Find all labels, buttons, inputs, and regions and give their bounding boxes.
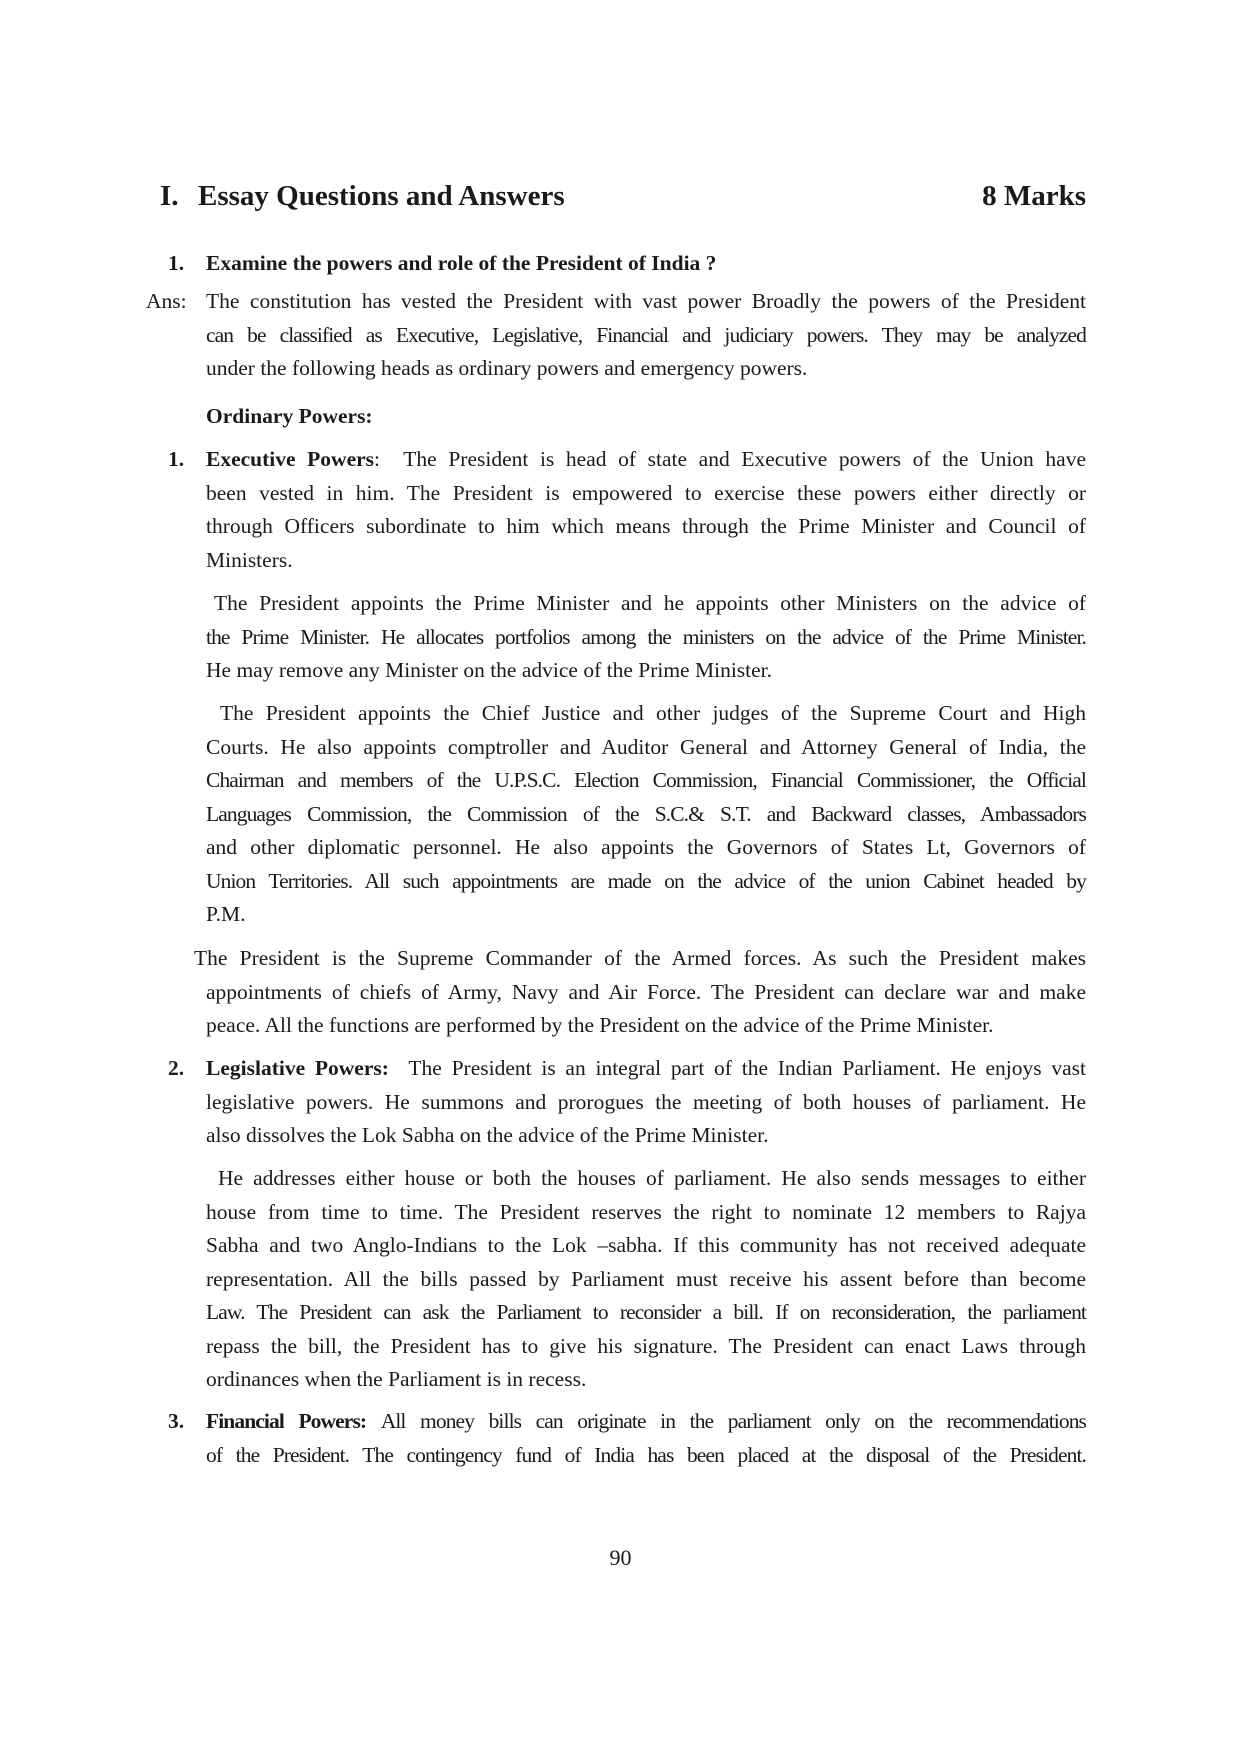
paragraph: [194, 942, 1086, 976]
text-line: P.M.: [206, 902, 246, 926]
item-number: 2.: [168, 1056, 185, 1080]
text-line: been vested in him. The President is empowered to exercise these powers either directly or: [206, 480, 1086, 505]
answer-label: Ans:: [146, 289, 187, 313]
paragraph: [206, 697, 1086, 932]
text-line: appointments of chiefs of Army, Navy and Air Force. The President can declare war and make: [206, 979, 1086, 1004]
question: [168, 248, 716, 278]
executive-powers-block: [206, 443, 1086, 577]
text-line: of the President. The contingency fund of India has been placed at the disposal of the President.: [206, 1442, 1086, 1467]
page-number: 90: [609, 1545, 632, 1570]
text-line: Law. The President can ask the Parliament to reconsider a bill. If on reconsideration, the parliament: [206, 1300, 1086, 1324]
text-line: also dissolves the Lok Sabha on the advice of the Prime Minister.: [206, 1123, 769, 1147]
section-title: Essay Questions and Answers: [198, 180, 565, 212]
text-line: Executive Powers: The President is head of state and Executive powers of the Union have: [206, 447, 1087, 471]
text-line: He addresses either house or both the houses of parliament. He also sends messages to either: [218, 1166, 1086, 1190]
text-line: Union Territories. All such appointments are made on the advice of the union Cabinet headed by: [206, 868, 1086, 893]
text-line: He may remove any Minister on the advice of the Prime Minister.: [206, 658, 773, 682]
item-heading: Legislative Powers:: [206, 1056, 389, 1080]
question-number: 1.: [168, 251, 185, 275]
legislative-powers-block: [206, 1052, 1086, 1153]
text-line: can be classified as Executive, Legislative, Financial and judiciary powers. They may be analyzed: [206, 322, 1086, 347]
paragraph-continued: [206, 976, 1086, 1043]
text-line: Legislative Powers: The President is an integral part of the Indian Parliament. He enjoys vast: [206, 1056, 1086, 1080]
text-line: The President is the Supreme Commander of the Armed forces. As such the President makes: [194, 946, 1086, 970]
item-heading: Financial Powers:: [206, 1409, 367, 1433]
text-line: Languages Commission, the Commission of the S.C.& S.T. and Backward classes, Ambassadors: [206, 801, 1086, 826]
text-line: The President appoints the Chief Justice and other judges of the Supreme Court and High: [220, 701, 1086, 725]
answer-intro: [206, 285, 1086, 386]
section-number: I.: [160, 180, 179, 212]
text-line: The constitution has vested the President with vast power Broadly the powers of the President: [206, 289, 1086, 313]
item-heading: Executive Powers: [206, 447, 375, 471]
section-marks: 8 Marks: [982, 180, 1086, 212]
text-line: through Officers subordinate to him which means through the Prime Minister and Council of: [206, 514, 1086, 538]
item-number: 1.: [168, 447, 185, 471]
text-line: The President appoints the Prime Minister and he appoints other Ministers on the advice of: [214, 591, 1086, 615]
text-line: peace. All the functions are performed by the President on the advice of the Prime Minister.: [206, 1013, 994, 1037]
text-line: the Prime Minister. He allocates portfolios among the ministers on the advice of the Prime Minister.: [206, 624, 1086, 649]
paragraph: [206, 1162, 1086, 1397]
text-line: legislative powers. He summons and prorogues the meeting of both houses of parliament. He: [206, 1089, 1086, 1114]
text-line: Courts. He also appoints comptroller and Auditor General and Attorney General of India, the: [206, 734, 1086, 759]
text-line: under the following heads as ordinary powers and emergency powers.: [206, 356, 808, 380]
financial-powers-block: [206, 1405, 1086, 1472]
text-line: Sabha and two Anglo-Indians to the Lok –sabha. If this community has not received adequate: [206, 1233, 1086, 1257]
text-line: Ministers.: [206, 547, 293, 572]
item-number: 3.: [168, 1409, 185, 1433]
text-line: and other diplomatic personnel. He also appoints the Governors of States Lt, Governors of: [206, 835, 1086, 859]
text-line: representation. All the bills passed by Parliament must receive his assent before than become: [206, 1266, 1086, 1291]
paragraph: [206, 587, 1086, 688]
question-text: Examine the powers and role of the President of India ?: [206, 251, 717, 275]
text-line: house from time to time. The President reserves the right to nominate 12 members to Rajya: [206, 1199, 1086, 1224]
text-line: ordinances when the Parliament is in recess.: [206, 1367, 587, 1391]
text-line: Chairman and members of the U.P.S.C. Election Commission, Financial Commissioner, the Official: [206, 768, 1086, 792]
text-line: repass the bill, the President has to give his signature. The President can enact Laws through: [206, 1333, 1086, 1358]
text-line: Financial Powers: All money bills can originate in the parliament only on the recommendations: [206, 1409, 1087, 1433]
ordinary-powers-heading: Ordinary Powers:: [206, 404, 373, 428]
